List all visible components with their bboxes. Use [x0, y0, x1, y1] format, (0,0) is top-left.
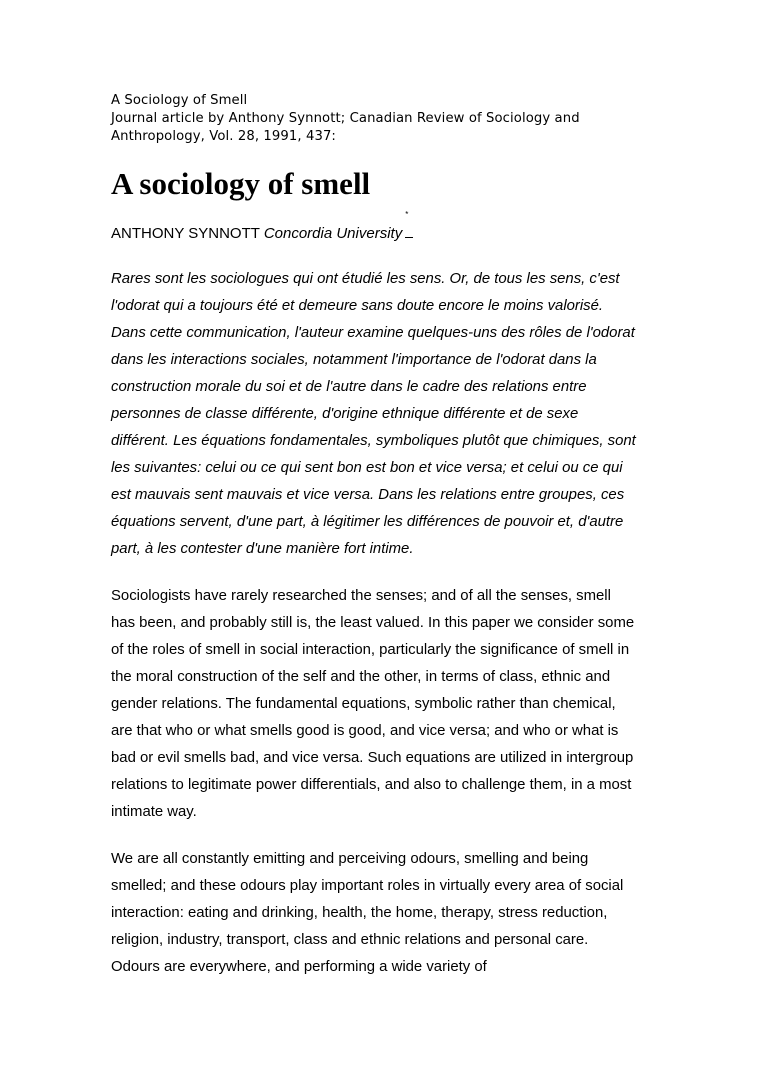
abstract-line: l'odorat qui a toujours été et demeure sans doute encore le moins valorisé.	[111, 298, 604, 314]
body-paragraph	[111, 846, 671, 981]
abstract-line: part, à les contester d'une manière fort intime.	[111, 541, 414, 557]
abstract-line: Dans cette communication, l'auteur examine quelques-uns des rôles de l'odorat	[111, 325, 635, 341]
paragraph-line: Sociologists have rarely researched the senses; and of all the senses, smell	[111, 588, 611, 604]
article-title: A sociology of smell	[111, 166, 371, 201]
paragraph-line: gender relations. The fundamental equations, symbolic rather than chemical,	[111, 696, 616, 712]
abstract-line: les suivantes: celui ou ce qui sent bon est bon et vice versa; et celui ou ce qui	[111, 460, 623, 476]
paragraph-line: relations to legitimate power differentials, and also to challenge them, in a most	[111, 777, 632, 793]
abstract-line: est mauvais sent mauvais et vice versa. Dans les relations entre groupes, ces	[111, 487, 625, 503]
paragraph-line: interaction: eating and drinking, health, the home, therapy, stress reduction,	[111, 905, 608, 921]
paragraph-line: intimate way.	[111, 804, 197, 820]
abstract-line: dans les interactions sociales, notamment l'importance de l'odorat dans la	[111, 352, 597, 368]
author-affiliation: Concordia University	[263, 225, 403, 242]
abstract-french	[111, 266, 671, 563]
citation-title-line: A Sociology of Smell	[111, 93, 248, 108]
intro-paragraph	[111, 583, 671, 826]
footnote-link[interactable]	[405, 210, 413, 238]
abstract-line: personnes de classe différente, d'origine ethnique différente et de sexe	[111, 406, 579, 422]
paragraph-line: the moral construction of the self and the other, in terms of class, ethnic and	[111, 669, 611, 685]
citation-volume-line: Anthropology, Vol. 28, 1991, 437:	[111, 129, 336, 144]
abstract-line: construction morale du soi et de l'autre dans le cadre des relations entre	[111, 379, 587, 395]
paragraph-line: Odours are everywhere, and performing a wide variety of	[111, 959, 487, 975]
paragraph-line: We are all constantly emitting and perceiving odours, smelling and being	[111, 851, 589, 867]
citation-source-line: Journal article by Anthony Synnott; Canadian Review of Sociology and	[111, 111, 580, 126]
byline	[111, 210, 671, 244]
abstract-line: différent. Les équations fondamentales, symboliques plutôt que chimiques, sont	[111, 433, 636, 449]
footnote-marker: *	[405, 210, 409, 219]
paragraph-line: of the roles of smell in social interaction, particularly the significance of smell in	[111, 642, 630, 658]
paragraph-line: bad or evil smells bad, and vice versa. Such equations are utilized in intergroup	[111, 750, 634, 766]
paragraph-line: has been, and probably still is, the least valued. In this paper we consider some	[111, 615, 635, 631]
abstract-line: Rares sont les sociologues qui ont étudié les sens. Or, de tous les sens, c'est	[111, 271, 620, 287]
citation-header	[111, 92, 671, 146]
paragraph-line: smelled; and these odours play important roles in virtually every area of social	[111, 878, 624, 894]
paragraph-line: religion, industry, transport, class and ethnic relations and personal care.	[111, 932, 589, 948]
paragraph-line: are that who or what smells good is good, and vice versa; and who or what is	[111, 723, 619, 739]
author-name: ANTHONY SYNNOTT	[111, 225, 260, 242]
abstract-line: équations servent, d'une part, à légitimer les différences de pouvoir et, d'autre	[111, 514, 624, 530]
article	[111, 92, 671, 981]
